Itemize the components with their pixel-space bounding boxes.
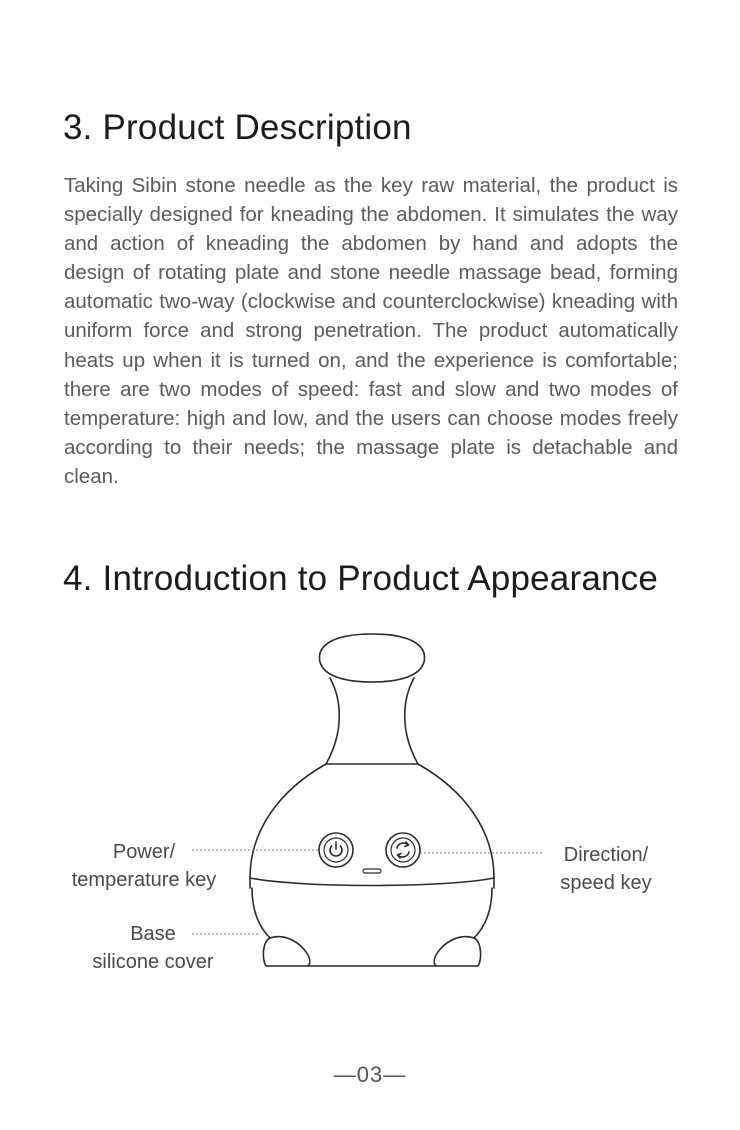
product-description-text: Taking Sibin stone needle as the key raw material, the product is specially designed for kneading the abdomen. It simulates the way and action of kneading the abdomen by hand and adopts the design of rotating plate and stone needle massage bead, forming automatic two-way (clockwise and counterclockwise) kneading with uniform force and strong penetration. The product automatically heats up when it is turned on, and the experience is comfortable; there are two modes of speed: fast and slow and two modes of temperature: high and low, and the users can choose modes freely according to their needs; the massage plate is detachable and clean. [64,174,678,488]
massager-neck-right [405,678,418,764]
base-foot-left [263,937,309,966]
page-number: —03— [333,1062,407,1087]
label-direction-line1: Direction/ [563,844,649,866]
massager-neck-left [326,678,339,764]
power-icon [330,842,342,856]
label-base-line2: silicone cover [92,951,214,973]
label-direction-line2: speed key [560,872,652,894]
section-heading-product-description: 3. Product Description [63,108,412,147]
base-cover-left [252,888,270,938]
base-foot-right [434,937,480,966]
label-base-line1: Base [130,923,176,945]
massager-body-left [250,764,326,878]
product-illustration [0,620,740,1000]
massager-band-top [250,878,494,886]
section-heading-product-appearance: 4. Introduction to Product Appearance [63,559,659,598]
base-cover-right [474,888,492,938]
label-power-line1: Power/ [112,841,176,863]
label-base-silicone-cover [80,920,226,976]
massager-body-right [418,764,494,878]
rotate-icon [397,842,409,858]
label-power-temperature-key [56,838,232,894]
label-power-line2: temperature key [71,869,217,891]
label-direction-speed-key [548,841,664,897]
indicator-light [363,869,381,873]
massager-cap [319,634,424,682]
